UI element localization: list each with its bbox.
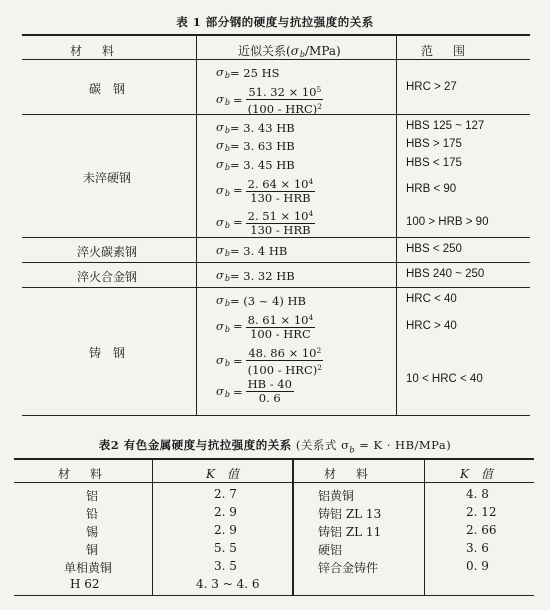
range-cell: HBS < 175: [406, 157, 462, 169]
relation-sigma: $\sigma_b$: [290, 44, 306, 59]
formula: $\sigma_b$ = $\frac{2. 51 \times 10^4}{\text{130 - HRB}}$: [216, 209, 314, 237]
k-value-cell: 0. 9: [466, 559, 489, 573]
k-value-cell: 4. 8: [466, 487, 489, 501]
table2-header-k-right: K 值: [460, 467, 493, 481]
material-cell: 未淬硬钢: [82, 171, 131, 185]
relation-prefix: 近似关系(: [238, 44, 291, 58]
table1-top-rule: [22, 34, 530, 36]
formula: $\sigma_b$ = $\frac{2. 64 \times 10^4}{\text{130 - HRB}}$: [216, 177, 314, 205]
material-cell: 淬火碳素钢: [76, 245, 137, 259]
formula: $\sigma_b$ = $\frac{HB - 40}{0. 6}$: [216, 377, 292, 405]
range-cell: HBS 240 ~ 250: [406, 268, 485, 280]
table2-caption: 表2 有色金属硬度与抗拉强度的关系 (关系式 $\sigma_b = K \cdot HB/MPa$): [98, 438, 452, 455]
table1-header-relation: [238, 42, 341, 59]
k-value-cell: 3. 6: [466, 541, 489, 555]
k-value-cell: 2. 7: [214, 487, 237, 501]
range-cell: 10 < HRC < 40: [406, 373, 483, 385]
formula: $\sigma_b$ = 25 HS: [216, 65, 280, 80]
table2-header-material-right: 材 料: [324, 467, 373, 481]
table2-bottom-rule: [14, 595, 534, 596]
k-value-cell: 2. 12: [466, 505, 497, 519]
range-cell: HBS 125 ~ 127: [406, 120, 485, 132]
table1-col-divider-1: [196, 34, 197, 416]
k-value-cell: 2. 66: [466, 523, 497, 537]
material-cell: 硬铝: [318, 543, 343, 557]
k-value-cell: 2. 9: [214, 523, 237, 537]
row-separator: [22, 262, 530, 263]
table2-top-rule: [14, 458, 534, 460]
material-cell: 锡: [86, 525, 99, 539]
table1-header-range: 范 围: [421, 44, 470, 58]
row-separator: [22, 287, 530, 288]
formula: $\sigma_b$ = 3. 32 HB: [216, 268, 295, 283]
formula: $\sigma_b$ = (3 ~ 4) HB: [216, 293, 306, 308]
range-cell: HRC > 27: [406, 81, 457, 93]
table1-header-material: 材 料: [70, 44, 119, 58]
material-cell: 淬火合金钢: [76, 270, 137, 284]
table1-header-rule: [22, 59, 530, 60]
table2-col-divider: [424, 458, 425, 596]
formula: $\sigma_b$ = $\frac{51. 32 \times 10^5}{(100 - HRC)^2}$: [216, 85, 323, 116]
table2-center-divider: [292, 458, 294, 596]
formula: $\sigma_b$ = $\frac{48. 86 \times 10^2}{(100 - HRC)^2}$: [216, 346, 323, 377]
formula: $\sigma_b$ = 3. 63 HB: [216, 138, 295, 153]
table2-header-k-left: K 值: [206, 467, 239, 481]
formula: $\sigma_b$ = 3. 45 HB: [216, 157, 295, 172]
k-value-cell: 5. 5: [214, 541, 237, 555]
table1-col-divider-2: [396, 34, 397, 416]
material-cell: 碳 钢: [88, 82, 125, 96]
formula: $\sigma_b$ = 3. 4 HB: [216, 243, 288, 258]
formula: $\sigma_b$ = $\frac{8. 61 \times 10^4}{\text{100 - HRC}}$: [216, 313, 314, 341]
range-cell: HRC > 40: [406, 320, 457, 332]
k-value-cell: 4. 3 ~ 4. 6: [196, 577, 260, 591]
table2-header-rule: [14, 482, 534, 483]
material-cell: 单相黄铜: [64, 561, 113, 575]
relation-suffix: /MPa): [305, 44, 341, 58]
range-cell: 100 > HRB > 90: [406, 216, 489, 228]
material-cell: 铅: [86, 507, 99, 521]
table1-bottom-rule: [22, 415, 530, 416]
material-cell: 锌合金铸件: [318, 561, 379, 575]
row-separator: [22, 237, 530, 238]
k-value-cell: 2. 9: [214, 505, 237, 519]
material-cell: H 62: [70, 577, 100, 591]
material-cell: 铸铝 ZL 13: [318, 507, 382, 521]
range-cell: HRB < 90: [406, 183, 457, 195]
material-cell: 铜: [86, 543, 99, 557]
material-cell: 铸 钢: [88, 346, 125, 360]
range-cell: HRC < 40: [406, 293, 457, 305]
table2-header-material-left: 材 料: [58, 467, 107, 481]
material-cell: 铸铝 ZL 11: [318, 525, 382, 539]
table2-col-divider: [152, 458, 153, 596]
k-value-cell: 3. 5: [214, 559, 237, 573]
material-cell: 铝黄铜: [318, 489, 355, 503]
table1-caption: 表 1 部分钢的硬度与抗拉强度的关系: [176, 15, 374, 29]
material-cell: 铝: [86, 489, 99, 503]
range-cell: HBS < 250: [406, 243, 462, 255]
formula: $\sigma_b$ = 3. 43 HB: [216, 120, 295, 135]
range-cell: HBS > 175: [406, 138, 462, 150]
